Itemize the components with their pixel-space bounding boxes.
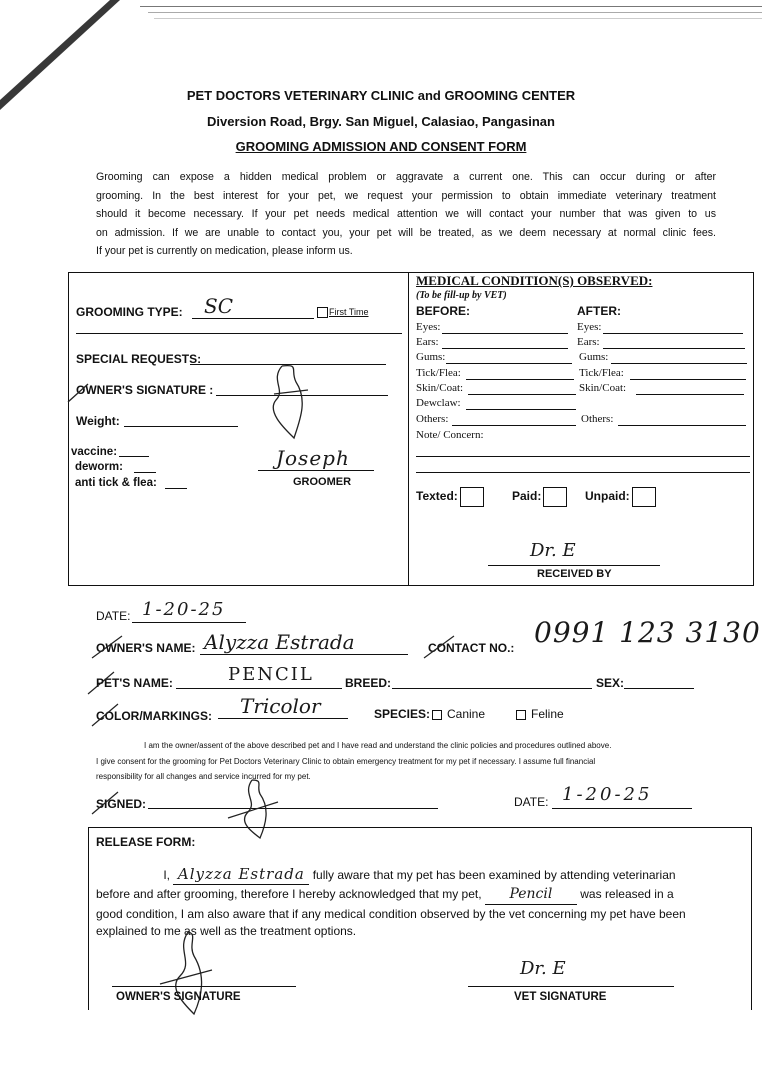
strike-mark <box>88 788 128 818</box>
antitick-label: anti tick & flea: <box>75 477 157 489</box>
medical-title: MEDICAL CONDITION(S) OBSERVED: <box>416 273 653 288</box>
unpaid-field <box>585 487 656 507</box>
texted-field <box>416 487 484 507</box>
color-label: COLOR/MARKINGS: <box>96 709 212 723</box>
release-owner-sig-line <box>112 986 296 987</box>
intro-line: grooming. In the best interest for your pet, we request your permission to obtain immediate veterinary treatment <box>96 189 716 202</box>
signed-date-line <box>552 808 692 809</box>
after-line[interactable] <box>630 379 746 380</box>
after-row: Tick/Flea: <box>579 367 624 379</box>
after-label: AFTER: <box>577 304 621 318</box>
first-time-label: First Time <box>329 307 369 317</box>
release-line-4: explained to me as well as the treatment options. <box>96 924 357 938</box>
after-line[interactable] <box>603 348 745 349</box>
paid-label: Paid: <box>512 489 542 504</box>
canine-label: Canine <box>447 707 486 721</box>
strike-mark <box>88 632 128 662</box>
signed-label: SIGNED: <box>96 797 147 811</box>
color-value[interactable]: Tricolor <box>240 694 321 718</box>
consent-paragraph <box>96 738 736 785</box>
before-line[interactable] <box>466 409 576 410</box>
clinic-name: PET DOCTORS VETERINARY CLINIC and GROOMING CENTER <box>186 88 576 103</box>
pet-name-line <box>176 688 342 689</box>
unpaid-label: Unpaid: <box>585 489 630 504</box>
grooming-type-line-2 <box>76 333 402 334</box>
page-edge-lines <box>140 4 762 28</box>
groomer-name[interactable]: Joseph <box>276 446 350 470</box>
after-line[interactable] <box>618 425 746 426</box>
owner-signature-label: OWNER'S SIGNATURE : <box>76 383 214 397</box>
canine-checkbox[interactable] <box>432 710 442 720</box>
groomer-line <box>258 470 374 471</box>
release-title: RELEASE FORM: <box>96 835 196 849</box>
before-line[interactable] <box>442 333 568 334</box>
special-requests-label: SPECIAL REQUESTS: <box>76 352 202 366</box>
note-line[interactable] <box>416 456 750 457</box>
owner-name-line <box>200 654 408 655</box>
release-vet-line <box>468 986 674 987</box>
consent-line: responsibility for all changes and service incurred for my pet. <box>96 772 311 781</box>
paid-checkbox[interactable] <box>543 487 567 507</box>
release-owner-value[interactable]: Alyzza Estrada <box>173 864 309 885</box>
release-i-label: I, <box>163 868 170 882</box>
feline-label: Feline <box>531 707 564 721</box>
before-line[interactable] <box>442 348 568 349</box>
contact-label: CONTACT NO.: <box>428 641 515 655</box>
release-owner-sig-label: OWNER'S SIGNATURE <box>116 991 241 1003</box>
weight-line <box>124 426 238 427</box>
texted-label: Texted: <box>416 489 458 504</box>
breed-line <box>392 688 592 689</box>
sex-label: SEX: <box>596 676 625 690</box>
release-owner-signature-mark <box>150 926 220 1018</box>
medical-subtitle: (To be fill-up by VET) <box>416 290 507 301</box>
admission-box-divider <box>408 272 409 586</box>
after-line[interactable] <box>603 333 743 334</box>
signed-date-label: DATE: <box>514 795 549 809</box>
antitick-line <box>165 488 187 489</box>
note-line[interactable] <box>416 472 750 473</box>
before-line[interactable] <box>446 363 572 364</box>
before-row: Gums: <box>416 351 446 363</box>
before-label: BEFORE: <box>416 304 470 318</box>
intro-paragraph <box>96 168 716 261</box>
after-line[interactable] <box>611 363 747 364</box>
signed-date-value[interactable]: 1-20-25 <box>562 784 653 805</box>
unpaid-checkbox[interactable] <box>632 487 656 507</box>
date-value[interactable]: 1-20-25 <box>142 599 226 620</box>
deworm-line <box>134 472 156 473</box>
pet-name-value[interactable]: PENCIL <box>228 664 314 685</box>
release-line2-b: was released in a <box>580 887 674 901</box>
release-vet-label: VET SIGNATURE <box>514 991 607 1003</box>
strike-mark <box>88 700 128 730</box>
release-line-2 <box>96 884 756 905</box>
release-line2-a: before and after grooming, therefore I hereby acknowledged that my pet, <box>96 887 482 901</box>
contact-value[interactable]: 0991 123 3130 <box>534 616 761 649</box>
clinic-address: Diversion Road, Brgy. San Miguel, Calasiao, Pangasinan <box>207 114 555 129</box>
received-by-value[interactable]: Dr. E <box>530 540 576 561</box>
paid-field <box>512 487 567 507</box>
form-title: GROOMING ADMISSION AND CONSENT FORM <box>235 139 527 154</box>
vaccine-label: vaccine: <box>71 446 118 458</box>
after-row: Others: <box>581 413 614 425</box>
after-line[interactable] <box>636 394 744 395</box>
pet-name-label: PET'S NAME: <box>96 676 173 690</box>
feline-option[interactable] <box>516 707 564 721</box>
after-row: Eyes: <box>577 321 602 333</box>
before-row: Ears: <box>416 336 439 348</box>
groomer-label: GROOMER <box>293 476 352 488</box>
breed-label: BREED: <box>345 676 392 690</box>
before-row: Tick/Flea: <box>416 367 461 379</box>
after-row: Gums: <box>579 351 609 363</box>
intro-line: should it become necessary. If your pet needs medical attention we will contact your number that was given to us <box>96 208 716 220</box>
release-vet-value[interactable]: Dr. E <box>520 958 566 979</box>
species-label: SPECIES: <box>374 707 431 721</box>
sex-line <box>624 688 694 689</box>
before-row: Skin/Coat: <box>416 382 464 394</box>
release-line1-rest: fully aware that my pet has been examined by attending veterinarian <box>312 868 676 882</box>
before-row: Others: <box>416 413 449 425</box>
before-line[interactable] <box>452 425 576 426</box>
grooming-type-value[interactable]: SC <box>204 294 234 318</box>
first-time-checkbox[interactable] <box>317 307 328 318</box>
intro-line: on admission. If we are unable to contact you, your pet will be treated, as we deem necessary at normal clinic fees. <box>96 226 716 239</box>
received-by-line <box>488 565 660 566</box>
release-pet-value[interactable]: Pencil <box>485 884 577 905</box>
release-line-1 <box>96 864 746 885</box>
intro-line: Grooming can expose a hidden medical problem or aggravate a current one. This can occur during or after <box>96 171 716 183</box>
release-line-3: good condition, I am also aware that if any medical condition observed by the vet concerning my pet have been <box>96 907 686 921</box>
feline-checkbox[interactable] <box>516 710 526 720</box>
folded-corner-paper <box>0 0 110 100</box>
date-line <box>132 622 246 623</box>
consent-line: I am the owner/assent of the above described pet and I have read and understand the clinic policies and procedures outlined above. <box>144 741 612 750</box>
strike-mark <box>84 668 124 698</box>
texted-checkbox[interactable] <box>460 487 484 507</box>
owner-name-value[interactable]: Alyzza Estrada <box>204 630 355 654</box>
signed-line <box>148 808 438 809</box>
before-line[interactable] <box>466 379 574 380</box>
grooming-type-line <box>192 318 314 319</box>
owner-signature-mark <box>60 360 330 440</box>
deworm-label: deworm: <box>75 461 123 473</box>
vaccine-line <box>119 456 149 457</box>
before-row: Eyes: <box>416 321 441 333</box>
after-row: Ears: <box>577 336 600 348</box>
color-line <box>218 718 348 719</box>
canine-option[interactable] <box>432 707 485 721</box>
weight-label: Weight: <box>76 414 120 428</box>
after-row: Skin/Coat: <box>579 382 627 394</box>
grooming-type-label: GROOMING TYPE: <box>76 305 183 319</box>
intro-line: If your pet is currently on medication, please inform us. <box>96 245 353 257</box>
before-row: Dewclaw: <box>416 397 461 409</box>
before-line[interactable] <box>468 394 576 395</box>
date-label: DATE: <box>96 609 131 623</box>
received-by-label: RECEIVED BY <box>537 568 612 580</box>
strike-mark <box>420 632 460 662</box>
owner-name-label: OWNER'S NAME: <box>96 641 196 655</box>
note-label: Note/ Concern: <box>416 429 484 441</box>
consent-line: I give consent for the grooming for Pet Doctors Veterinary Clinic to obtain emergency treatment for my pet if necessary. I assume full financial <box>96 756 596 766</box>
